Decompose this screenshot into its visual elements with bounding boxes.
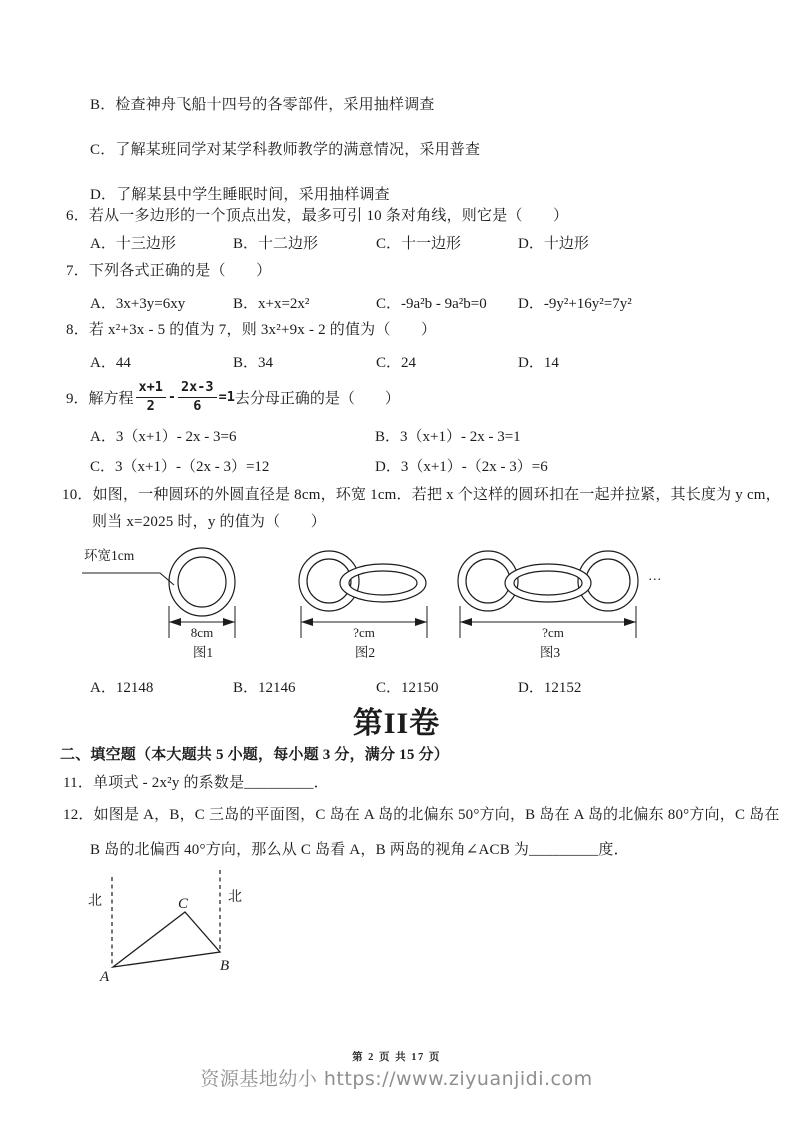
- dim1-text: 8cm: [190, 625, 214, 640]
- q9-equals-one: =1: [218, 389, 235, 405]
- q10-option-c: C．12150: [376, 680, 439, 696]
- q6-option-d: D．十边形: [518, 236, 589, 252]
- q12-stem-line1: 12．如图是 A，B，C 三岛的平面图，C 岛在 A 岛的北偏东 50°方向，B 岛在 A 岛的北偏东 80°方向，C 岛在: [63, 807, 780, 823]
- q10-stem-line2: 则当 x=2025 时，y 的值为（ ）: [92, 514, 326, 530]
- q10-option-a: A．12148: [90, 680, 154, 696]
- q9-option-d: D．3（x+1）-（2x - 3）=6: [375, 459, 548, 475]
- vertex-label-c: C: [178, 896, 189, 912]
- vertex-label-b: B: [220, 958, 230, 974]
- dim1-right-arrowhead: [223, 618, 235, 626]
- page-number: 第 2 页 共 17 页: [352, 1052, 441, 1063]
- q9-options-row2: [90, 455, 730, 475]
- q11-stem: 11．单项式 - 2x²y 的系数是_________．: [63, 775, 329, 791]
- q5-option-c: C．了解某班同学对某学科教师教学的满意情况，采用普查: [90, 142, 481, 158]
- ring-width-label: 环宽1cm: [84, 548, 135, 563]
- q9-frac2-numerator: 2x-3: [178, 380, 217, 398]
- q10-stem-line1: 10．如图，一种圆环的外圆直径是 8cm，环宽 1cm．若把 x 个这样的圆环扣在一起并拉紧，其长度为 y cm，: [62, 487, 781, 503]
- q12-stem-line2: B 岛的北偏西 40°方向，那么从 C 岛看 A，B 两岛的视角∠ACB 为_________度．: [90, 842, 629, 858]
- dim3-text: ?cm: [542, 625, 564, 640]
- q12-islands-figure: [70, 865, 330, 1005]
- q7-stem: 7．下列各式正确的是（ ）: [66, 263, 272, 279]
- q10-option-b: B．12146: [233, 680, 296, 696]
- q7-option-d: D．-9y²+16y²=7y²: [518, 296, 632, 312]
- q9-fraction-1: [136, 380, 166, 414]
- section2-title: 第II卷: [352, 707, 441, 740]
- ring-width-leader-line: [82, 573, 174, 585]
- q8-option-a: A．44: [90, 355, 131, 371]
- watermark: 资源基地幼小 https://www.ziyuanjidi.com: [200, 1068, 593, 1090]
- q9-options-row1: [90, 425, 730, 445]
- q6-options: [90, 232, 730, 252]
- q9-fraction-2: [178, 380, 217, 414]
- triangle-abc: [113, 912, 220, 967]
- dim2-text: ?cm: [353, 625, 375, 640]
- q8-stem: 8．若 x²+3x - 5 的值为 7，则 3x²+9x - 2 的值为（ ）: [66, 322, 437, 338]
- fig1-label: 图1: [192, 645, 214, 660]
- q10-options: [90, 676, 730, 696]
- dim3-right-arrowhead: [624, 618, 636, 626]
- north-label-right: 北: [228, 890, 242, 905]
- q9-stem-suffix: 去分母正确的是（ ）: [234, 390, 400, 407]
- q7-options: [90, 292, 730, 312]
- q6-option-a: A．十三边形: [90, 236, 176, 252]
- dim1-left-arrowhead: [169, 618, 181, 626]
- q9-option-a: A．3（x+1）- 2x - 3=6: [90, 429, 237, 445]
- q6-option-c: C．十一边形: [376, 236, 462, 252]
- q9-minus-sign: -: [167, 389, 177, 405]
- q8-option-b: B．34: [233, 355, 274, 371]
- q10-rings-figure: [60, 540, 705, 668]
- q7-option-c: C．-9a²b - 9a²b=0: [376, 296, 487, 312]
- vertex-label-a: A: [100, 969, 110, 985]
- fig3-label: 图3: [539, 645, 561, 660]
- chain-ellipsis: ···: [648, 572, 662, 587]
- q9-option-c: C．3（x+1）-（2x - 3）=12: [90, 459, 270, 475]
- q7-option-b: B．x+x=2x²: [233, 296, 310, 312]
- fig2-label: 图2: [354, 645, 376, 660]
- q6-stem: 6．若从一多边形的一个顶点出发，最多可引 10 条对角线，则它是（ ）: [66, 208, 569, 224]
- q9-frac1-denominator: 2: [146, 397, 155, 414]
- q9-frac1-numerator: x+1: [136, 380, 166, 398]
- q5-option-d: D．了解某县中学生睡眠时间，采用抽样调查: [90, 187, 390, 203]
- dim3-left-arrowhead: [460, 618, 472, 626]
- q10-option-d: D．12152: [518, 680, 582, 696]
- q5-option-b: B．检查神舟飞船十四号的各零部件，采用抽样调查: [90, 97, 435, 113]
- q7-option-a: A．3x+3y=6xy: [90, 296, 186, 312]
- dim2-left-arrowhead: [301, 618, 313, 626]
- ring-figure1: [169, 548, 235, 616]
- q8-options: [90, 351, 730, 371]
- dim2-right-arrowhead: [415, 618, 427, 626]
- section2-subtitle: 二、填空题（本大题共 5 小题，每小题 3 分，满分 15 分）: [60, 747, 449, 763]
- q8-option-d: D．14: [518, 355, 559, 371]
- north-label-left: 北: [88, 894, 102, 909]
- q6-option-b: B．十二边形: [233, 236, 319, 252]
- q9-stem: [66, 377, 400, 417]
- q9-option-b: B．3（x+1）- 2x - 3=1: [375, 429, 521, 445]
- q8-option-c: C．24: [376, 355, 417, 371]
- q9-stem-prefix: 9．解方程: [66, 390, 134, 407]
- q9-frac2-denominator: 6: [193, 397, 202, 414]
